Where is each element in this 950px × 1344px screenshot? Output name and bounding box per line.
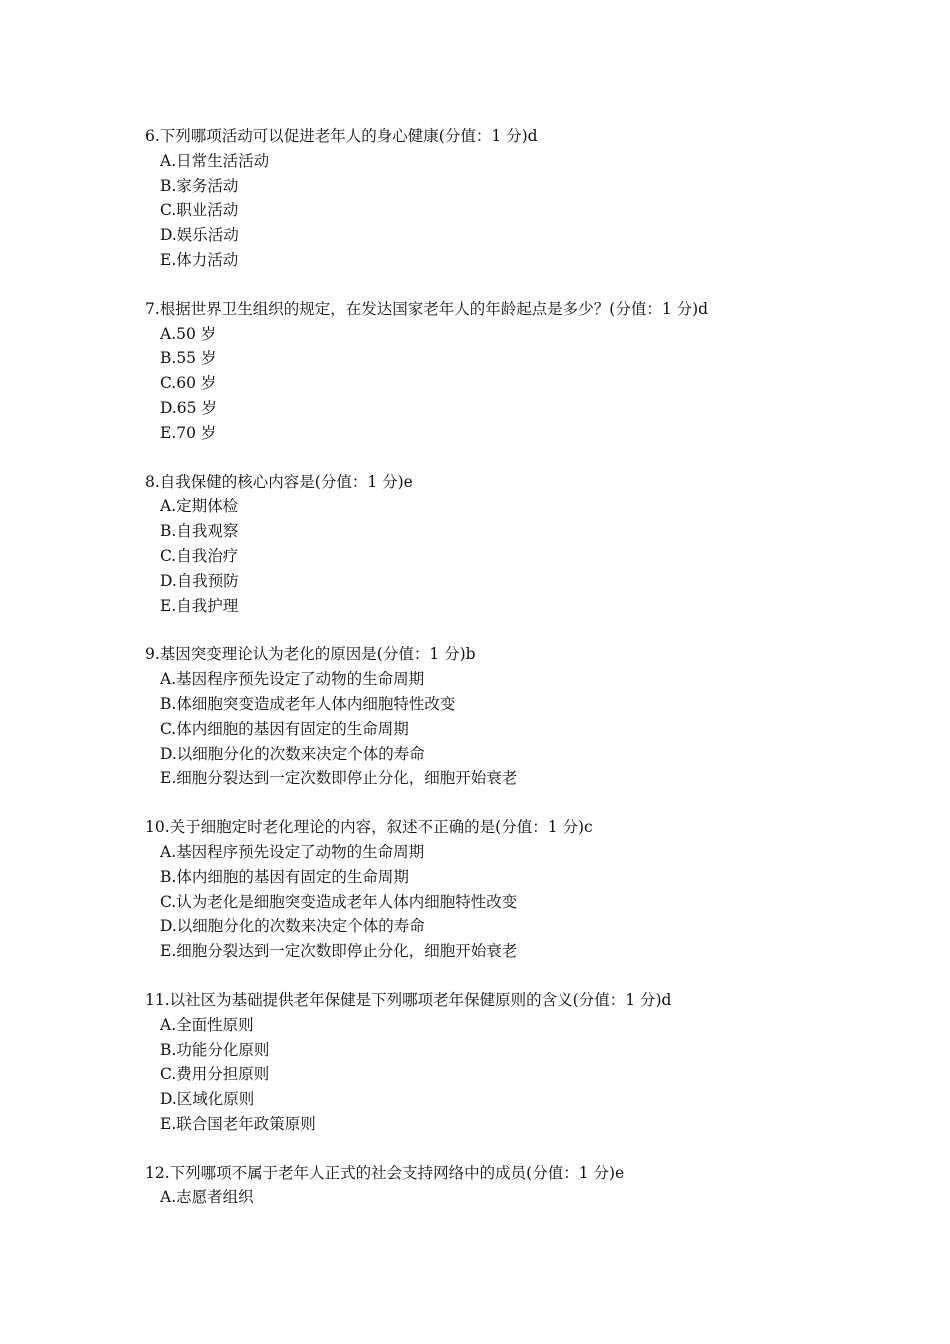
- question-list: [145, 124, 905, 1234]
- option-c: C.体内细胞的基因有固定的生命周期: [160, 719, 409, 738]
- question-stem: 11.以社区为基础提供老年保健是下列哪项老年保健原则的含义(分值：1 分)d: [145, 990, 672, 1009]
- question-stem: 10.关于细胞定时老化理论的内容，叙述不正确的是(分值：1 分)c: [145, 818, 593, 837]
- option-c: C.职业活动: [160, 201, 239, 220]
- question-stem: 6.下列哪项活动可以促进老年人的身心健康(分值：1 分)d: [145, 127, 538, 145]
- question-8: [145, 470, 905, 619]
- option-e: E.70 岁: [160, 423, 217, 442]
- question-7: [145, 297, 905, 446]
- question-6: [145, 124, 905, 273]
- option-b: B.功能分化原则: [160, 1040, 270, 1059]
- option-d: D.65 岁: [160, 398, 217, 417]
- question-9: [145, 642, 905, 791]
- option-a: A.全面性原则: [160, 1015, 254, 1034]
- option-a: A.志愿者组织: [160, 1188, 254, 1207]
- question-stem: 9.基因突变理论认为老化的原因是(分值：1 分)b: [145, 645, 476, 664]
- question-stem: 7.根据世界卫生组织的规定，在发达国家老年人的年龄起点是多少？(分值：1 分)d: [145, 299, 709, 318]
- option-b: B.自我观察: [160, 522, 239, 541]
- option-d: D.以细胞分化的次数来决定个体的寿命: [160, 917, 425, 936]
- option-c: C.自我治疗: [160, 546, 239, 565]
- option-d: D.区域化原则: [160, 1090, 255, 1109]
- option-e: E.自我护理: [160, 596, 239, 615]
- question-stem: 12.下列哪项不属于老年人正式的社会支持网络中的成员(分值：1 分)e: [145, 1163, 625, 1182]
- option-e: E.细胞分裂达到一定次数即停止分化，细胞开始衰老: [160, 769, 518, 788]
- option-a: A.定期体检: [160, 497, 239, 516]
- option-a: A.基因程序预先设定了动物的生命周期: [160, 842, 425, 861]
- question-10: [145, 815, 905, 964]
- option-a: A.基因程序预先设定了动物的生命周期: [160, 670, 425, 689]
- option-b: B.家务活动: [160, 176, 239, 195]
- option-c: C.费用分担原则: [160, 1065, 270, 1084]
- option-e: E.细胞分裂达到一定次数即停止分化，细胞开始衰老: [160, 942, 518, 961]
- option-e: E.联合国老年政策原则: [160, 1114, 316, 1133]
- option-b: B.体细胞突变造成老年人体内细胞特性改变: [160, 694, 456, 713]
- option-d: D.自我预防: [160, 571, 239, 590]
- option-a: A.日常生活活动: [160, 151, 270, 170]
- option-e: E.体力活动: [160, 250, 239, 269]
- question-11: [145, 988, 905, 1137]
- option-c: C.认为老化是细胞突变造成老年人体内细胞特性改变: [160, 892, 518, 911]
- question-stem: 8.自我保健的核心内容是(分值：1 分)e: [145, 472, 413, 491]
- option-a: A.50 岁: [160, 324, 217, 343]
- question-12: [145, 1161, 905, 1211]
- option-b: B.体内细胞的基因有固定的生命周期: [160, 867, 409, 886]
- option-c: C.60 岁: [160, 374, 217, 393]
- option-b: B.55 岁: [160, 349, 217, 368]
- option-d: D.娱乐活动: [160, 226, 239, 245]
- option-d: D.以细胞分化的次数来决定个体的寿命: [160, 744, 425, 763]
